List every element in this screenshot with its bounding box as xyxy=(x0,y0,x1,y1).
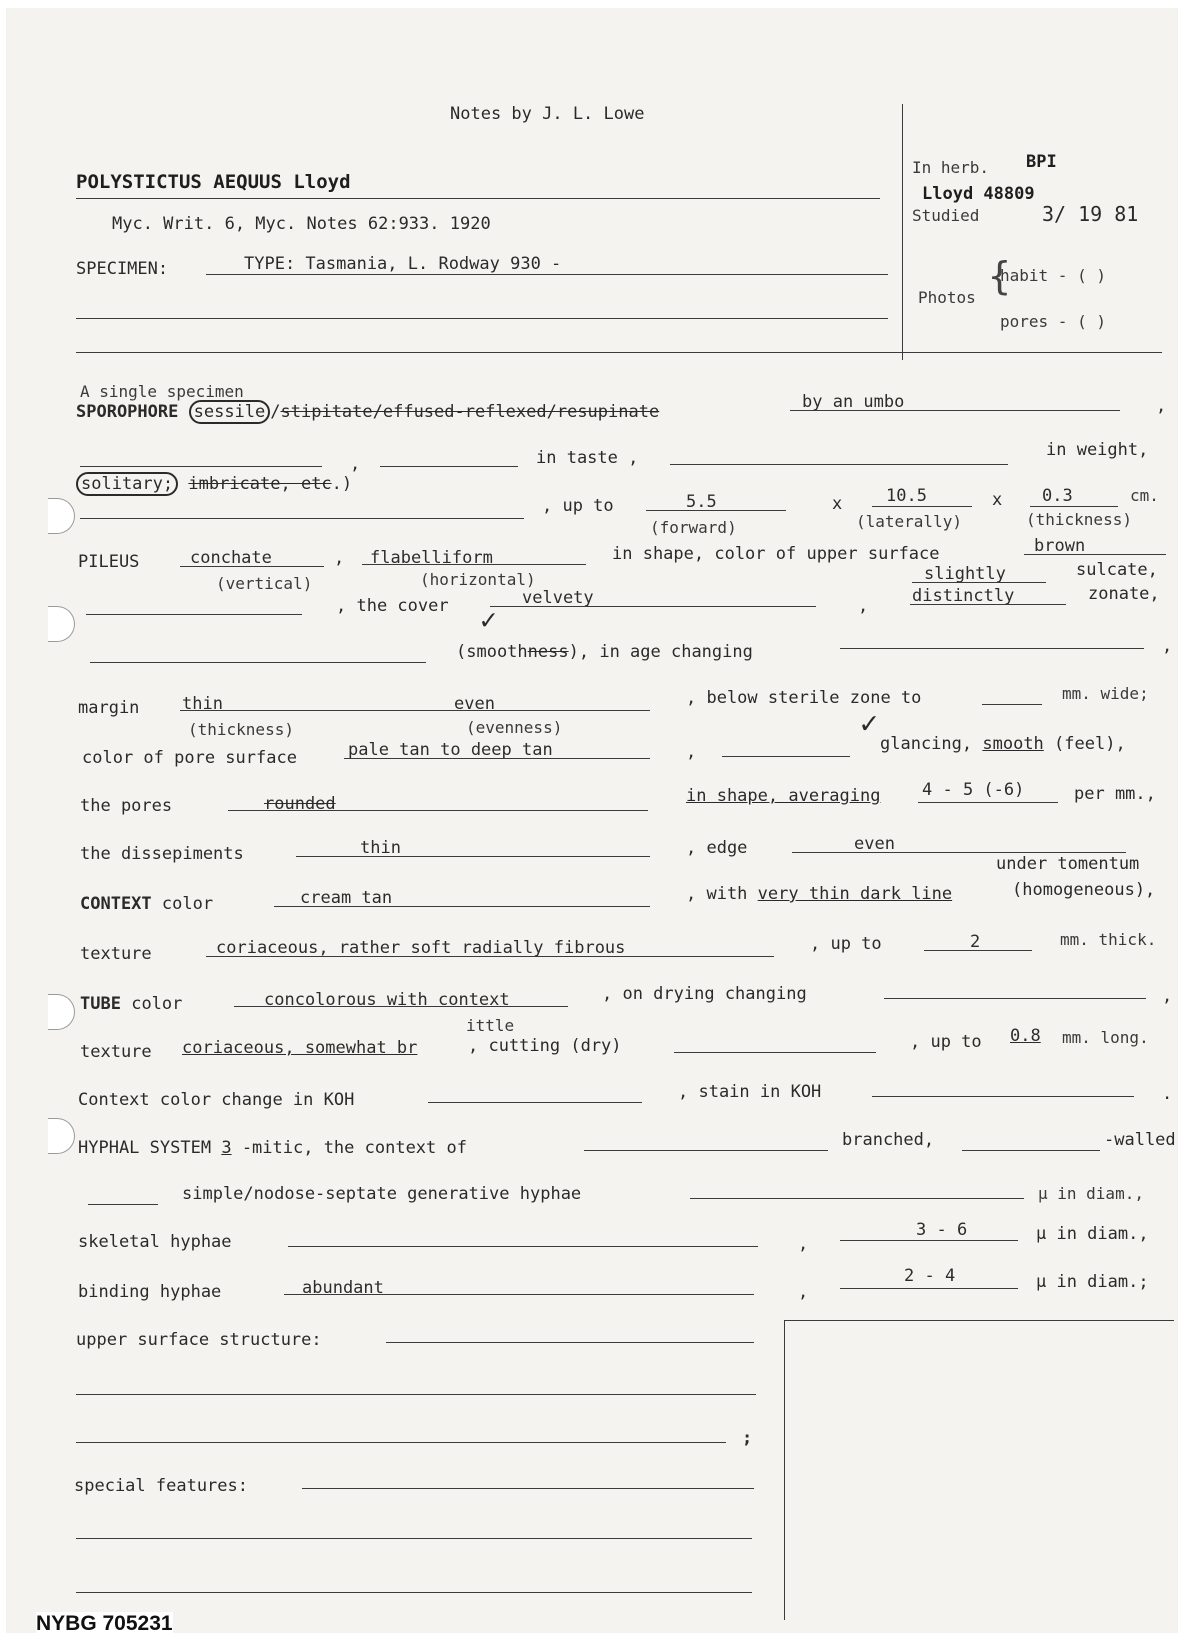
smoothness-line: (smoothness), in age changing xyxy=(456,642,753,662)
pileus-vertical: conchate xyxy=(190,548,272,568)
upper-color: brown xyxy=(1034,536,1086,556)
underline xyxy=(344,758,650,759)
thickness-label: (thickness) xyxy=(1026,510,1132,529)
tube-texture: coriaceous, somewhat br xyxy=(182,1038,418,1058)
mm-thick-label: mm. thick. xyxy=(1060,930,1157,949)
underline xyxy=(910,604,1066,605)
underline xyxy=(228,810,648,811)
thickness-value: 0.3 xyxy=(1042,486,1073,506)
up-to-label: , up to xyxy=(810,934,882,954)
margin-evenness: even xyxy=(454,694,495,714)
texture-label: texture xyxy=(80,944,152,964)
per-mm-label: per mm., xyxy=(1074,784,1156,804)
hyphal-system: HYPHAL SYSTEM 3 -mitic, the context of xyxy=(78,1138,467,1158)
homogeneous-label: (homogeneous), xyxy=(1012,880,1156,900)
photos-habit: habit - ( ) xyxy=(1000,266,1106,285)
pores-per-mm: 4 - 5 (-6) xyxy=(922,780,1025,800)
underline xyxy=(284,1294,754,1295)
sterile-zone-label: , below sterile zone to xyxy=(686,688,922,708)
binding-value: abundant xyxy=(302,1278,384,1298)
underline xyxy=(962,1150,1100,1151)
comma: , xyxy=(1162,636,1173,656)
forward-label: (forward) xyxy=(650,518,737,537)
sulcate-label: sulcate, xyxy=(1076,560,1158,580)
underline xyxy=(884,998,1146,999)
notes-author: Notes by J. L. Lowe xyxy=(450,104,645,124)
comma: , xyxy=(858,596,869,616)
studied-date: 3/ 19 81 xyxy=(1042,202,1139,226)
underline xyxy=(840,1240,1018,1241)
specimen-label: SPECIMEN: xyxy=(76,259,169,279)
with-line-label: , with very thin dark line xyxy=(686,884,953,904)
underline xyxy=(90,662,426,663)
vertical-label: (vertical) xyxy=(216,574,313,593)
studied-label: Studied xyxy=(912,206,980,225)
tube-texture-insert: ittle xyxy=(466,1016,515,1035)
walled-label: -walled xyxy=(1104,1130,1176,1150)
underline xyxy=(790,410,1120,411)
pore-color-label: color of pore surface xyxy=(82,748,297,768)
herbarium-number: Lloyd 48809 xyxy=(922,184,1035,204)
accession-stamp: NYBG 705231 xyxy=(36,1612,173,1635)
underline xyxy=(86,614,302,615)
underline xyxy=(180,710,650,711)
underline xyxy=(646,510,786,511)
weight-label: in weight, xyxy=(1046,440,1149,460)
diam-label: μ in diam., xyxy=(1038,1184,1144,1203)
mm-long-label: mm. long. xyxy=(1062,1028,1149,1047)
underline xyxy=(912,582,1046,583)
context-label: CONTEXT color xyxy=(80,894,214,914)
underline xyxy=(206,274,888,275)
underline xyxy=(76,1394,756,1395)
underline xyxy=(76,1442,726,1443)
times-2: x xyxy=(992,490,1003,510)
citation: Myc. Writ. 6, Myc. Notes 62:933. 1920 xyxy=(112,214,491,234)
cover-label: , the cover xyxy=(336,596,449,616)
underline xyxy=(88,1204,158,1205)
context-thickness: 2 xyxy=(970,932,981,952)
specimen-sheet xyxy=(6,8,1178,1633)
underline xyxy=(380,466,518,467)
underline xyxy=(924,950,1032,951)
comma: , xyxy=(350,454,361,474)
zonate-degree: distinctly xyxy=(912,586,1015,606)
underline xyxy=(670,464,1008,465)
koh-color-label: Context color change in KOH xyxy=(78,1090,355,1110)
comma: , xyxy=(798,1234,809,1254)
branched-label: branched, xyxy=(842,1130,935,1150)
comma: , xyxy=(1156,396,1167,416)
context-color: cream tan xyxy=(300,888,393,908)
horizontal-label: (horizontal) xyxy=(420,570,536,589)
glancing-label: glancing, smooth (feel), xyxy=(880,734,1126,754)
pileus-horizontal: flabelliform xyxy=(370,548,493,568)
herbarium-code: BPI xyxy=(1026,152,1057,172)
single-specimen-note: A single specimen xyxy=(80,382,244,401)
skeletal-label: skeletal hyphae xyxy=(78,1232,232,1252)
underline xyxy=(982,704,1042,705)
lateral-value: 10.5 xyxy=(886,486,927,506)
sporophore-line: SPOROPHORE sessile /stipitate/effused-reflexed/resupinate xyxy=(76,402,660,422)
brace-top: { xyxy=(988,254,1011,298)
cm-label: cm. xyxy=(1130,486,1159,505)
underline xyxy=(386,1342,754,1343)
underline xyxy=(76,198,880,199)
underline xyxy=(840,648,1144,649)
underline xyxy=(80,466,322,467)
comma: , xyxy=(798,1282,809,1302)
punch-hole xyxy=(48,994,75,1030)
underline xyxy=(872,506,972,507)
zonate-label: zonate, xyxy=(1088,584,1160,604)
underline xyxy=(1030,506,1118,507)
forward-value: 5.5 xyxy=(686,492,717,512)
underline xyxy=(840,1288,1018,1289)
underline xyxy=(76,318,888,319)
notes-box-top xyxy=(784,1320,1174,1321)
under-tomentum: under tomentum xyxy=(996,854,1140,874)
shape-color-label: in shape, color of upper surface xyxy=(612,544,940,564)
binding-diam: 2 - 4 xyxy=(904,1266,956,1286)
underline xyxy=(80,518,524,519)
underline xyxy=(362,564,586,565)
tube-texture-label: texture xyxy=(80,1042,152,1062)
diam-label: μ in diam., xyxy=(1036,1224,1149,1244)
texture-value: coriaceous, rather soft radially fibrous xyxy=(216,938,626,958)
underline xyxy=(180,566,324,567)
drying-label: , on drying changing xyxy=(602,984,807,1004)
underline xyxy=(918,802,1058,803)
tube-length: 0.8 xyxy=(1010,1026,1041,1046)
underline xyxy=(206,956,774,957)
koh-stain-label: , stain in KOH xyxy=(678,1082,822,1102)
underline xyxy=(296,856,650,857)
comma: , xyxy=(334,548,345,568)
thickness-label: (thickness) xyxy=(188,720,294,739)
notes-box-left xyxy=(784,1320,785,1620)
underline xyxy=(872,1096,1134,1097)
pores-shape: rounded xyxy=(264,794,336,814)
punch-hole xyxy=(48,1118,75,1154)
pores-label: the pores xyxy=(80,796,173,816)
comma: , xyxy=(686,742,697,762)
sporophore-attach: by an umbo xyxy=(802,392,905,412)
edge-label: , edge xyxy=(686,838,748,858)
underline xyxy=(674,1052,876,1053)
specimen-value: TYPE: Tasmania, L. Rodway 930 - xyxy=(244,254,562,274)
header-rule xyxy=(76,352,1162,353)
edge-value: even xyxy=(854,834,895,854)
taste-label: in taste , xyxy=(536,448,639,468)
underline xyxy=(792,852,1126,853)
sulcate-degree: slightly xyxy=(924,564,1006,584)
underline xyxy=(690,1198,1024,1199)
tube-color: concolorous with context xyxy=(264,990,510,1010)
diam-label: μ in diam.; xyxy=(1036,1272,1149,1292)
herbarium-label: In herb. xyxy=(912,158,990,177)
comma: , xyxy=(1162,986,1173,1006)
photos-label: Photos xyxy=(918,288,976,307)
underline xyxy=(1024,554,1166,555)
cover-value: velvety xyxy=(522,588,594,608)
underline xyxy=(76,1592,752,1593)
punch-hole xyxy=(48,498,75,534)
cutting-label: , cutting (dry) xyxy=(468,1036,622,1056)
underline xyxy=(584,1150,828,1151)
margin-thickness: thin xyxy=(182,694,223,714)
generative-label: simple/nodose-septate generative hyphae xyxy=(182,1184,582,1204)
species-name: POLYSTICTUS AEQUUS Lloyd xyxy=(76,171,351,193)
check-mark: ✓ xyxy=(480,603,497,636)
up-to-label: , up to xyxy=(910,1032,982,1052)
binding-label: binding hyphae xyxy=(78,1282,222,1302)
underline xyxy=(722,756,850,757)
times-1: x xyxy=(832,494,843,514)
pore-color-value: pale tan to deep tan xyxy=(348,740,553,760)
box-divider xyxy=(902,104,903,360)
habit-line: solitary; imbricate, etc.) xyxy=(76,474,352,494)
underline xyxy=(76,1538,752,1539)
tube-color-label: TUBE color xyxy=(80,994,183,1014)
underline xyxy=(490,606,816,607)
evenness-label: (evenness) xyxy=(466,718,563,737)
upper-surface-label: upper surface structure: xyxy=(76,1330,322,1350)
pileus-label: PILEUS xyxy=(78,552,140,572)
underline xyxy=(302,1488,754,1489)
underline xyxy=(288,1246,758,1247)
lateral-label: (laterally) xyxy=(856,512,962,531)
dissepiments-label: the dissepiments xyxy=(80,844,244,864)
margin-label: margin xyxy=(78,698,140,718)
up-to-label: , up to xyxy=(542,496,614,516)
dissepiments-value: thin xyxy=(360,838,401,858)
mm-wide-label: mm. wide; xyxy=(1062,684,1149,703)
underline xyxy=(428,1102,642,1103)
special-features-label: special features: xyxy=(74,1476,248,1496)
punch-hole xyxy=(48,606,75,642)
skeletal-diam: 3 - 6 xyxy=(916,1220,968,1240)
period: . xyxy=(1162,1084,1173,1104)
underline xyxy=(274,906,650,907)
check-mark: ✓ xyxy=(860,706,879,741)
semicolon: ; xyxy=(742,1428,753,1448)
photos-pores: pores - ( ) xyxy=(1000,312,1106,331)
shape-averaging-label: in shape, averaging xyxy=(686,786,881,806)
underline xyxy=(234,1006,568,1007)
